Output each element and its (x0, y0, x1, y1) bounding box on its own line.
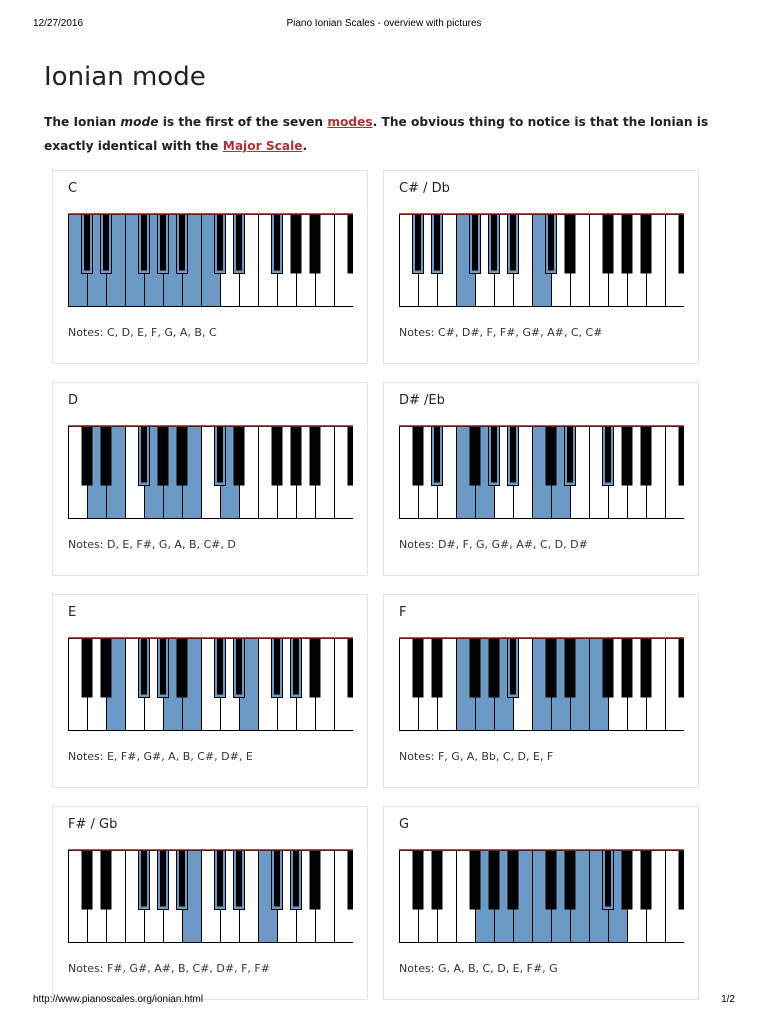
black-key (470, 427, 481, 486)
scale-title: G (399, 817, 410, 832)
black-key-surface (236, 215, 242, 271)
black-key (622, 427, 633, 486)
piano-keyboard (399, 849, 684, 944)
scale-notes: Notes: C#, D#, F, F#, G#, A#, C, C# (399, 326, 603, 339)
black-key-surface (236, 851, 242, 907)
black-key (177, 639, 188, 698)
black-key-surface (415, 215, 421, 271)
black-key (177, 427, 188, 486)
black-key-surface (472, 215, 478, 271)
scale-title: F (399, 605, 407, 620)
black-key-surface (510, 215, 516, 271)
scale-notes: Notes: D#, F, G, G#, A#, C, D, D# (399, 538, 588, 551)
black-key (158, 427, 169, 486)
black-key (101, 851, 112, 910)
black-key (432, 639, 443, 698)
intro-text-2: is the first of the seven (158, 115, 328, 129)
black-key (432, 851, 443, 910)
black-key-surface (217, 427, 223, 483)
black-key (641, 639, 652, 698)
black-key-surface (217, 639, 223, 695)
black-key (470, 851, 481, 910)
black-key-surface (434, 215, 440, 271)
black-key-surface (217, 215, 223, 271)
black-key-surface (434, 427, 440, 483)
black-key-surface (510, 639, 516, 695)
black-key-surface (141, 215, 147, 271)
black-key-surface (179, 215, 185, 271)
black-key-surface (274, 851, 280, 907)
scale-card-d (52, 382, 368, 576)
scale-title: C# / Db (399, 181, 450, 196)
piano-keyboard (399, 637, 684, 732)
scale-title: D (68, 393, 79, 408)
black-key-surface (160, 851, 166, 907)
scale-title: D# /Eb (399, 393, 445, 408)
piano-keyboard (399, 425, 684, 520)
scale-notes: Notes: F#, G#, A#, B, C#, D#, F, F# (68, 962, 270, 975)
black-key (508, 851, 519, 910)
black-key-surface (274, 215, 280, 271)
black-key (489, 851, 500, 910)
black-key (413, 851, 424, 910)
black-key-surface (567, 427, 573, 483)
black-key-surface (160, 639, 166, 695)
black-key (310, 215, 321, 274)
print-page-number: 1/2 (721, 994, 735, 1005)
scale-title: C (68, 181, 78, 196)
intro-text-3: . The obvious thing to notice is that the Ionian is exactly identical with the (44, 115, 709, 153)
intro-mode-word: mode (120, 115, 159, 129)
black-key (101, 427, 112, 486)
black-key (234, 427, 245, 486)
black-key (413, 427, 424, 486)
black-key (603, 639, 614, 698)
black-key (291, 427, 302, 486)
black-key (622, 215, 633, 274)
print-date: 12/27/2016 (33, 18, 84, 29)
black-key (291, 215, 302, 274)
black-key-surface (141, 639, 147, 695)
intro-text-4: . (302, 139, 308, 153)
intro-text-1: The Ionian (44, 115, 121, 129)
black-key (603, 215, 614, 274)
black-key (348, 427, 354, 486)
intro-paragraph (44, 110, 728, 158)
piano-keyboard (68, 849, 353, 944)
black-key (310, 427, 321, 486)
black-key-surface (491, 427, 497, 483)
scale-notes: Notes: G, A, B, C, D, E, F#, G (399, 962, 558, 975)
black-key (272, 427, 283, 486)
black-key-surface (605, 851, 611, 907)
major-scale-link[interactable]: Major Scale (222, 139, 303, 153)
black-key-surface (160, 215, 166, 271)
black-key-surface (217, 851, 223, 907)
black-key-surface (491, 215, 497, 271)
black-key (82, 851, 93, 910)
black-key (679, 851, 685, 910)
scale-notes: Notes: D, E, F#, G, A, B, C#, D (68, 538, 236, 551)
black-key (489, 639, 500, 698)
black-key (101, 639, 112, 698)
black-key-surface (274, 639, 280, 695)
scale-notes: Notes: E, F#, G#, A, B, C#, D#, E (68, 750, 253, 763)
scale-card-f-sharp (52, 806, 368, 1000)
scale-card-c (52, 170, 368, 364)
black-key (310, 851, 321, 910)
modes-link[interactable]: modes (327, 115, 373, 129)
black-key-surface (103, 215, 109, 271)
black-key-surface (293, 639, 299, 695)
black-key (348, 215, 354, 274)
black-key (348, 851, 354, 910)
black-key (565, 851, 576, 910)
black-key (679, 639, 685, 698)
scale-title: F# / Gb (68, 817, 118, 832)
black-key-surface (141, 851, 147, 907)
black-key-surface (141, 427, 147, 483)
black-key (641, 215, 652, 274)
black-key-surface (510, 427, 516, 483)
black-key (546, 639, 557, 698)
black-key (622, 851, 633, 910)
black-key (348, 639, 354, 698)
black-key (679, 215, 685, 274)
page-title: Ionian mode (44, 62, 206, 92)
piano-keyboard (399, 213, 684, 308)
black-key-surface (293, 851, 299, 907)
scale-card-f (383, 594, 699, 788)
black-key-surface (84, 215, 90, 271)
black-key (679, 427, 685, 486)
black-key-surface (236, 639, 242, 695)
scale-card-d-sharp (383, 382, 699, 576)
black-key (413, 639, 424, 698)
black-key (546, 427, 557, 486)
black-key (641, 427, 652, 486)
print-url: http://www.pianoscales.org/ionian.html (33, 994, 204, 1005)
scale-card-e (52, 594, 368, 788)
black-key (546, 851, 557, 910)
scale-card-c-sharp (383, 170, 699, 364)
scale-card-g (383, 806, 699, 1000)
black-key (82, 639, 93, 698)
black-key (565, 215, 576, 274)
print-page-title: Piano Ionian Scales - overview with pictures (286, 18, 482, 29)
black-key (565, 639, 576, 698)
black-key (641, 851, 652, 910)
black-key (310, 639, 321, 698)
black-key-surface (179, 851, 185, 907)
scale-notes: Notes: F, G, A, Bb, C, D, E, F (399, 750, 554, 763)
scale-notes: Notes: C, D, E, F, G, A, B, C (68, 326, 217, 339)
piano-keyboard (68, 637, 353, 732)
black-key-surface (605, 427, 611, 483)
black-key (622, 639, 633, 698)
black-key-surface (548, 215, 554, 271)
piano-keyboard (68, 425, 353, 520)
black-key (470, 639, 481, 698)
piano-keyboard (68, 213, 353, 308)
black-key (82, 427, 93, 486)
scale-title: E (68, 605, 77, 620)
